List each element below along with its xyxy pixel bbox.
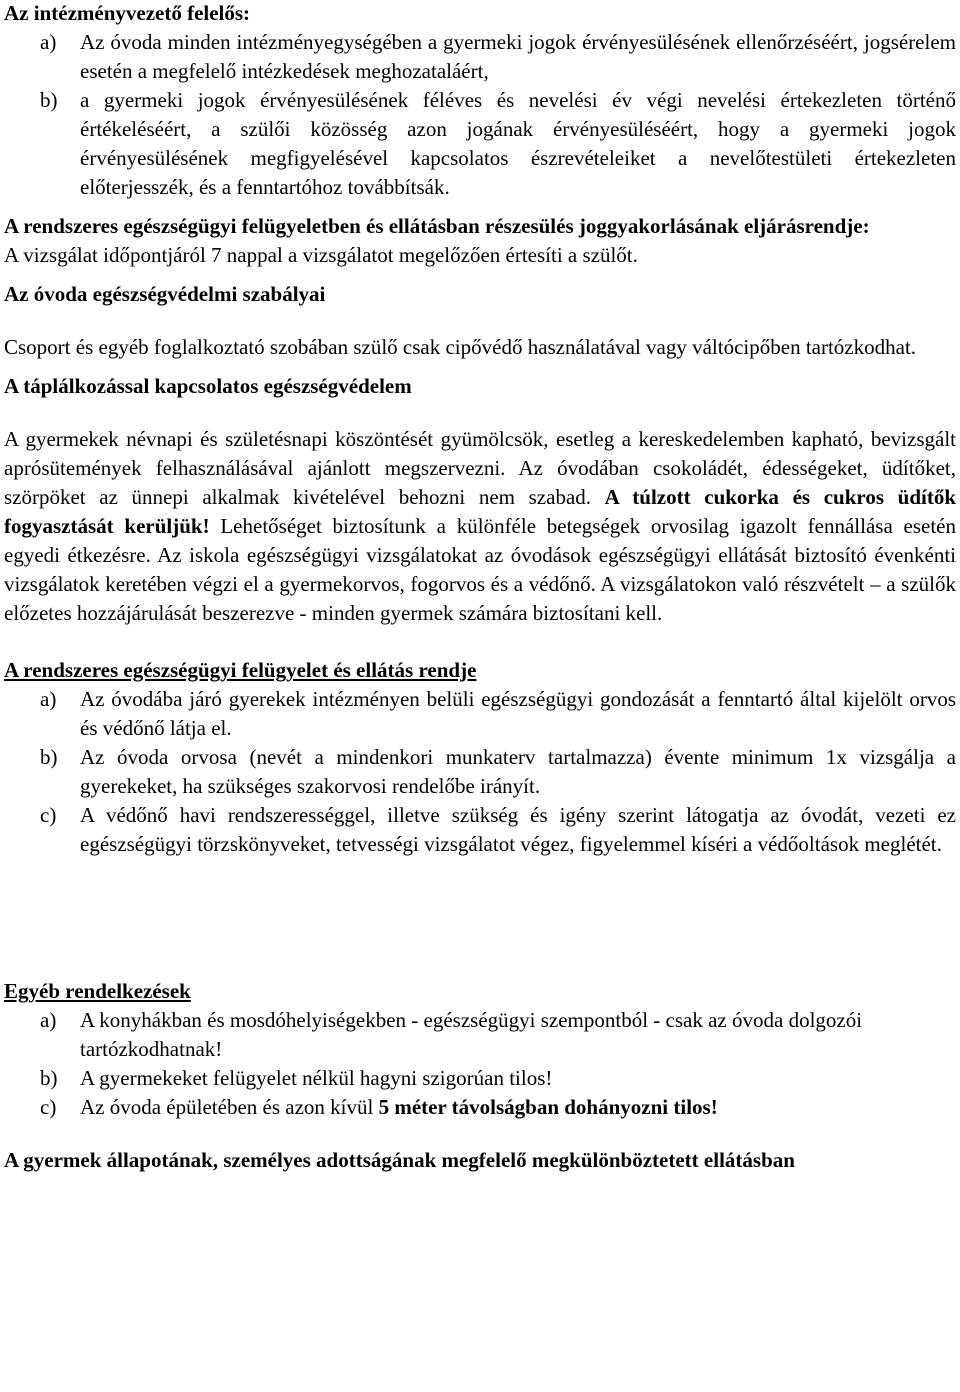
emphasis-text: 5 méter távolságban dohányozni tilos! xyxy=(378,1095,718,1119)
paragraph: Csoport és egyéb foglalkoztató szobában szülő csak cipővédő használatával vagy váltócipőben tartózkodhat. xyxy=(4,335,917,359)
list-item-text: A gyermekeket felügyelet nélkül hagyni szigorúan tilos! xyxy=(80,1066,553,1090)
section-heading-special-care: A gyermek állapotának, személyes adottságának megfelelő megkülönböztetett ellátásban xyxy=(4,1148,795,1172)
paragraph xyxy=(4,425,956,628)
list-item xyxy=(4,743,956,801)
list-item xyxy=(4,801,956,859)
emphasis-text: A túlzott cukorka és cukros üdítők fogyasztását kerüljük! xyxy=(4,485,956,538)
list-item-text: Az óvodába járó gyerekek intézményen belüli egészségügyi gondozását a fenntartó által kijelölt orvos és védőnő látja el. xyxy=(80,687,956,740)
list-marker: a) xyxy=(40,1008,57,1032)
list-marker: c) xyxy=(40,1095,57,1119)
section-heading-director-responsibilities: Az intézményvezető felelős: xyxy=(4,1,251,25)
list-item xyxy=(4,28,956,86)
list-item-text: Az óvoda orvosa (nevét a mindenkori munkaterv tartalmazza) évente minimum 1x vizsgálja a gyerekeket, ha szükséges szakorvosi rendelőbe irányít. xyxy=(80,745,956,798)
paragraph: A vizsgálat időpontjáról 7 nappal a vizsgálatot megelőzően értesíti a szülőt. xyxy=(4,243,638,267)
list-item-text: a gyermeki jogok érvényesülésének féléves és nevelési év végi nevelési értekezleten történő értékeléséért, a szülői közösség azon jogának érvényesüléséért, hogy a gyermeki jogok érvényesülésének megfigyelésével kapcsolatos észrevételeiket a nevelőtestületi értekezleten előterjesszék, és a fenntartóhoz továbbítsák. xyxy=(80,88,956,199)
list-marker: b) xyxy=(40,88,58,112)
section-heading-health-protection-rules: Az óvoda egészségvédelmi szabályai xyxy=(4,282,326,306)
list-item xyxy=(4,86,956,202)
list-item xyxy=(4,1064,956,1093)
list-marker: b) xyxy=(40,745,58,769)
section-heading-nutrition-health: A táplálkozással kapcsolatos egészségvédelem xyxy=(4,374,412,398)
list-item xyxy=(4,1006,956,1064)
section-heading-other-provisions: Egyéb rendelkezések xyxy=(4,979,191,1003)
list-item xyxy=(4,1093,956,1122)
paragraph-text: Lehetőséget biztosítunk a különféle betegségek orvosilag igazolt fennállása esetén egyedi étkezésre. Az iskola egészségügyi vizsgálatokat az óvodások egészségügyi ellátását biztosító évenkénti vizsgálatok keretében végzi el a gyermekorvos, fogorvos és a védőnő. A vizsgálatokon való részvételt – a szülők előzetes hozzájárulását beszerezve - minden gyermek számára biztosítani kell. xyxy=(4,514,956,625)
list-item-text: A védőnő havi rendszerességgel, illetve szükség és igény szerint látogatja az óvodát, vezeti ez egészségügyi törzskönyveket, tetvességi vizsgálatot végez, figyelemmel kíséri a védőoltások meglétét. xyxy=(80,803,956,856)
list-item-text xyxy=(80,1093,956,1122)
list-marker: a) xyxy=(40,687,57,711)
list-item-text-part: Az óvoda épületében és azon kívül xyxy=(80,1095,379,1119)
list-marker: a) xyxy=(40,30,57,54)
list-marker: c) xyxy=(40,803,57,827)
section-heading-health-care-order: A rendszeres egészségügyi felügyelet és ellátás rendje xyxy=(4,658,477,682)
list-item xyxy=(4,685,956,743)
section-heading-health-supervision-procedure: A rendszeres egészségügyi felügyeletben és ellátásban részesülés joggyakorlásának eljárásrendje: xyxy=(4,214,870,238)
paragraph-text: A gyermekek névnapi és születésnapi köszöntését gyümölcsök, esetleg a kereskedelemben kapható, bevizsgált aprósütemények felhasználásával ajánlott megszervezni. Az óvodában csokoládét, édességeket, üdítőket, szörpöket az ünnepi alkalmak kivételével behozni nem szabad. xyxy=(4,427,956,509)
document-page xyxy=(4,0,956,1175)
list-item-text: A konyhákban és mosdóhelyiségekben - egészségügyi szempontból - csak az óvoda dolgozói tartózkodhatnak! xyxy=(80,1008,863,1061)
list-marker: b) xyxy=(40,1066,58,1090)
list-item-text: Az óvoda minden intézményegységében a gyermeki jogok érvényesülésének ellenőrzéséért, jogsérelem esetén a megfelelő intézkedések meghozataláért, xyxy=(80,30,956,83)
